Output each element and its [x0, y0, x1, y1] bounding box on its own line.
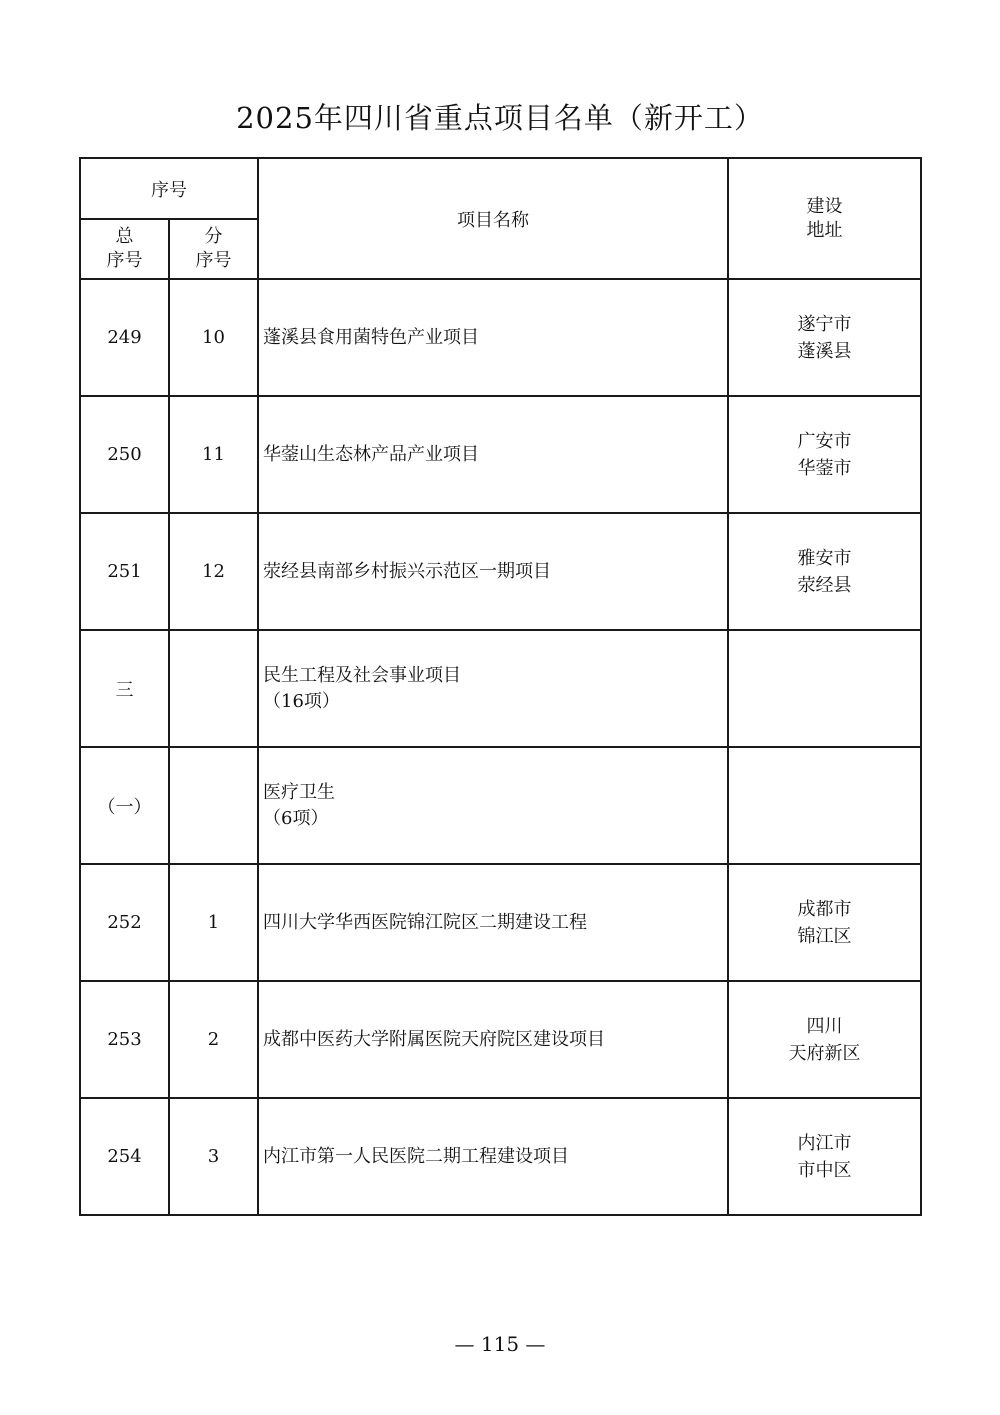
total-seq-cell: 254 [80, 1098, 169, 1215]
sub-seq-cell [169, 630, 258, 747]
total-seq-cell: 253 [80, 981, 169, 1098]
header-location: 建设 地址 [728, 158, 921, 279]
subcategory-row [80, 747, 921, 864]
location-city: 四川 [806, 1015, 843, 1037]
location-city: 成都市 [797, 898, 852, 920]
total-seq-cell: 249 [80, 279, 169, 396]
project-table [79, 157, 922, 1216]
location-cell [728, 747, 921, 864]
sub-seq-cell: 11 [169, 396, 258, 513]
sub-seq-cell: 2 [169, 981, 258, 1098]
location-district: 锦江区 [797, 925, 852, 947]
project-name-cell: 成都中医药大学附属医院天府院区建设项目 [258, 981, 728, 1098]
project-name-cell: 蓬溪县食用菌特色产业项目 [258, 279, 728, 396]
project-name-cell: 荥经县南部乡村振兴示范区一期项目 [258, 513, 728, 630]
sub-seq-cell: 1 [169, 864, 258, 981]
subcategory-count: （6项） [263, 807, 329, 829]
location-cell [728, 630, 921, 747]
location-cell [728, 513, 921, 630]
subcategory-name-cell [258, 747, 728, 864]
total-seq-cell: 250 [80, 396, 169, 513]
location-cell [728, 1098, 921, 1215]
page-number: — 115 — [454, 1332, 546, 1356]
subcategory-name: 医疗卫生 [263, 781, 335, 803]
sub-seq-cell: 10 [169, 279, 258, 396]
header-total-seq: 总 序号 [80, 219, 169, 279]
total-seq-cell: 三 [80, 630, 169, 747]
header-row [80, 158, 921, 219]
location-district: 蓬溪县 [797, 340, 852, 362]
sub-seq-cell: 12 [169, 513, 258, 630]
location-district: 华蓥市 [797, 457, 852, 479]
category-name-cell [258, 630, 728, 747]
location-district: 荥经县 [797, 574, 852, 596]
table-row [80, 864, 921, 981]
table-row [80, 513, 921, 630]
location-cell [728, 396, 921, 513]
total-seq-cell: 252 [80, 864, 169, 981]
total-seq-cell: （一） [80, 747, 169, 864]
location-city: 遂宁市 [797, 313, 852, 335]
table-row [80, 1098, 921, 1215]
category-row [80, 630, 921, 747]
location-cell [728, 864, 921, 981]
location-cell [728, 279, 921, 396]
location-district: 天府新区 [788, 1042, 861, 1064]
table-row [80, 981, 921, 1098]
header-project-name: 项目名称 [258, 158, 728, 279]
header-sub-seq: 分 序号 [169, 219, 258, 279]
page-title: 2025年四川省重点项目名单（新开工） [236, 101, 764, 135]
sub-seq-cell: 3 [169, 1098, 258, 1215]
category-name: 民生工程及社会事业项目 [263, 664, 461, 686]
location-cell [728, 981, 921, 1098]
project-name-cell: 四川大学华西医院锦江院区二期建设工程 [258, 864, 728, 981]
location-district: 市中区 [797, 1159, 852, 1181]
table-row [80, 396, 921, 513]
total-seq-cell: 251 [80, 513, 169, 630]
category-count: （16项） [263, 690, 340, 712]
sub-seq-cell [169, 747, 258, 864]
table-row [80, 279, 921, 396]
header-seq: 序号 [80, 158, 258, 219]
project-name-cell: 内江市第一人民医院二期工程建设项目 [258, 1098, 728, 1215]
location-city: 广安市 [797, 430, 852, 452]
project-name-cell: 华蓥山生态林产品产业项目 [258, 396, 728, 513]
location-city: 雅安市 [797, 547, 852, 569]
location-city: 内江市 [797, 1132, 852, 1154]
